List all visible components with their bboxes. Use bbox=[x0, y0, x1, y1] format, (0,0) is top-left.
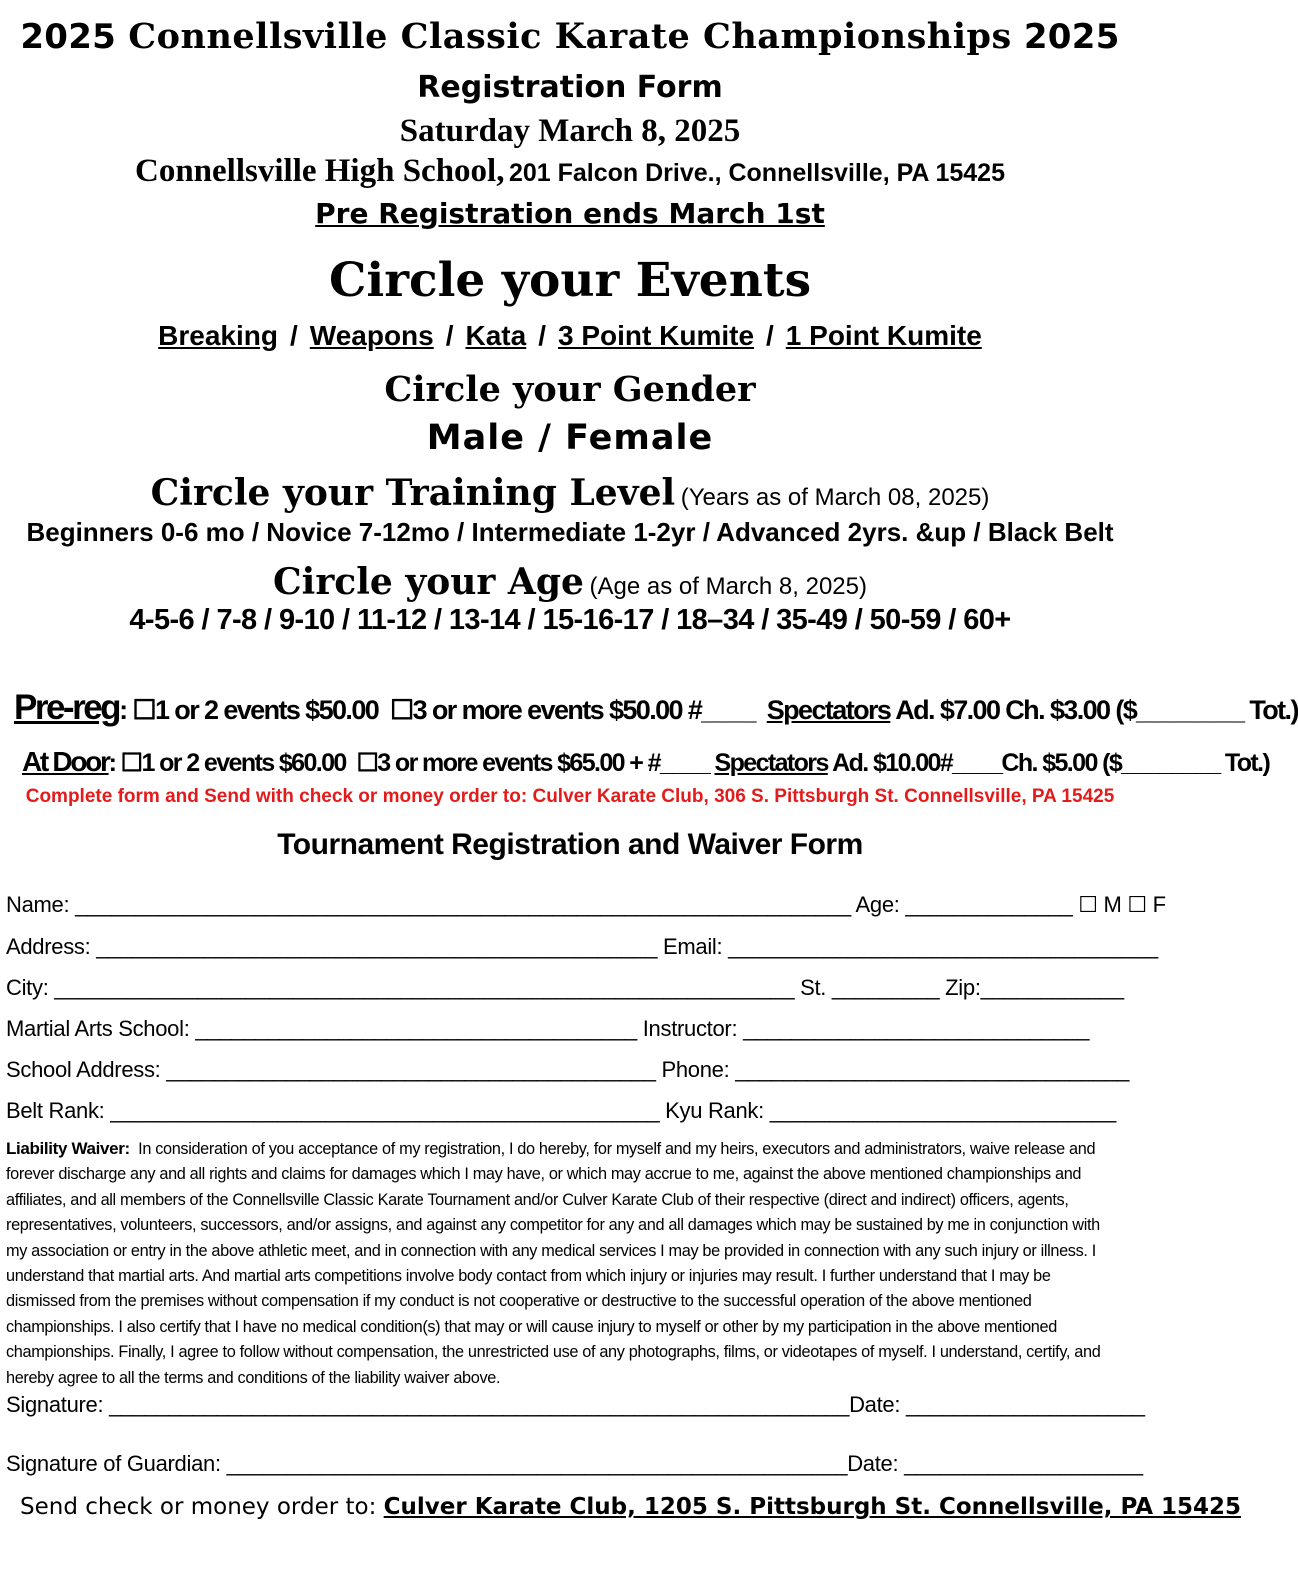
guardian-signature-row[interactable]: Signature of Guardian: ____________________________________________________Date: ____________________ bbox=[6, 1451, 1143, 1476]
title-text: Connellsville Classic Karate Championships bbox=[128, 16, 1012, 57]
at-door-spectator-prices[interactable]: Ad. $10.00#____Ch. $5.00 ($________ Tot.) bbox=[832, 749, 1270, 777]
prereg-spectators-label: Spectators bbox=[766, 695, 891, 725]
event-kata[interactable]: Kata bbox=[465, 320, 527, 351]
at-door-option-3-plus-events[interactable]: ☐3 or more events $65.00 + #____ bbox=[356, 749, 710, 777]
at-door-option-1-2-events[interactable]: ☐1 or 2 events $60.00 bbox=[120, 749, 346, 777]
belt-kyu-rank-row[interactable]: Belt Rank: ______________________________________________ Kyu Rank: _____________________________ bbox=[6, 1098, 1116, 1123]
venue-address: 201 Falcon Drive., Connellsville, PA 15425 bbox=[508, 159, 1005, 187]
training-heading bbox=[0, 472, 1140, 514]
gender-options[interactable]: Male / Female bbox=[426, 418, 714, 458]
school-address-phone-row[interactable]: School Address: _________________________________________ Phone: _________________________________ bbox=[6, 1057, 1130, 1082]
title-year-left: 2025 bbox=[20, 17, 117, 57]
prereg-fees bbox=[14, 688, 1298, 728]
training-levels[interactable]: Beginners 0-6 mo / Novice 7-12mo / Intermediate 1-2yr / Advanced 2yrs. &up / Black Belt bbox=[26, 517, 1114, 547]
event-separator: / bbox=[290, 320, 298, 351]
page-title bbox=[0, 16, 1140, 57]
gender-heading: Circle your Gender bbox=[384, 369, 756, 410]
city-state-zip-row[interactable]: City: ______________________________________________________________ St. _________ Zip:____________ bbox=[6, 975, 1124, 1000]
venue bbox=[0, 153, 1140, 190]
name-age-gender-row[interactable]: Name: _________________________________________________________________ Age: ______________ ☐ M ☐ F bbox=[6, 892, 1166, 917]
address-email-row[interactable]: Address: _______________________________________________ Email: ____________________________________ bbox=[6, 934, 1158, 959]
age-heading-text: Circle your Age bbox=[272, 561, 584, 603]
event-separator: / bbox=[538, 320, 546, 351]
school-instructor-row[interactable]: Martial Arts School: _____________________________________ Instructor: _____________________________ bbox=[6, 1016, 1090, 1041]
age-note: (Age as of March 8, 2025) bbox=[589, 573, 867, 600]
training-note: (Years as of March 08, 2025) bbox=[680, 484, 990, 511]
footer-address: Culver Karate Club, 1205 S. Pittsburgh St. Connellsville, PA 15425 bbox=[383, 1494, 1242, 1520]
prereg-option-1-2-events[interactable]: ☐1 or 2 events $50.00 bbox=[132, 695, 379, 725]
title-year-right: 2025 bbox=[1023, 17, 1120, 57]
at-door-label: At Door bbox=[22, 746, 109, 777]
waiver-text: In consideration of you acceptance of my registration, I do hereby, for myself and my heirs, executors and administrators, waive release and forever discharge any and all rights and claims for damages which I may have, or which may accrue to me, against the above mentioned championships and affiliates, and all members of the Connellsville Classic Karate Tournament and/or Culver Karate Club of their respective (direct and indirect) officers, agents, representatives, volunteers, successors, and/or assigns, and against any competitor for any and all damages which may be sustained by me in conjunction with my association or entry in the above athletic meet, and in connection with any medical services I may be provided in connection with any such injury or illness. I understand that martial arts. And martial arts competitions involve body contact from which injury or injuries may result. I further understand that I may be dismissed from the premises without compensation if my conduct is not cooperative or destructive to the successful operation of the above mentioned championships. I also certify that I have no medical condition(s) that may or will cause injury to myself or other by my participation in the above mentioned championships. Finally, I agree to follow without compensation, the unrestricted use of any photographs, films, or videotapes of myself. I understand, certify, and hereby agree to all the terms and conditions of the liability waiver above. bbox=[6, 1140, 1101, 1387]
events-options bbox=[0, 320, 1140, 352]
event-date: Saturday March 8, 2025 bbox=[399, 113, 741, 149]
event-1-point-kumite[interactable]: 1 Point Kumite bbox=[785, 320, 982, 351]
at-door-fees bbox=[22, 746, 1269, 778]
training-heading-text: Circle your Training Level bbox=[150, 472, 676, 514]
event-separator: / bbox=[445, 320, 454, 351]
registration-form-title: Tournament Registration and Waiver Form bbox=[277, 828, 863, 861]
event-separator: / bbox=[766, 320, 774, 351]
prereg-deadline: Pre Registration ends March 1st bbox=[315, 197, 825, 230]
prereg-option-3-plus-events[interactable]: ☐3 or more events $50.00 #____ bbox=[389, 695, 755, 725]
mail-instructions: Complete form and Send with check or money order to: Culver Karate Club, 306 S. Pittsburgh St. Connellsville, PA 15425 bbox=[25, 786, 1115, 807]
events-heading: Circle your Events bbox=[328, 253, 812, 308]
footer-prefix: Send check or money order to: bbox=[20, 1494, 384, 1520]
at-door-spectators-label: Spectators bbox=[714, 749, 828, 777]
age-groups[interactable]: 4-5-6 / 7-8 / 9-10 / 11-12 / 13-14 / 15-16-17 / 18–34 / 35-49 / 50-59 / 60+ bbox=[129, 604, 1011, 636]
footer-mailing bbox=[20, 1494, 1241, 1520]
event-breaking[interactable]: Breaking bbox=[158, 320, 278, 351]
waiver-label: Liability Waiver: bbox=[6, 1139, 130, 1158]
prereg-colon: : bbox=[119, 695, 127, 725]
event-3-point-kumite[interactable]: 3 Point Kumite bbox=[558, 320, 755, 351]
age-heading bbox=[0, 561, 1140, 603]
liability-waiver bbox=[6, 1136, 1118, 1391]
prereg-spectator-prices[interactable]: Ad. $7.00 Ch. $3.00 ($________ Tot.) bbox=[895, 695, 1298, 725]
prereg-label: Pre-reg bbox=[14, 688, 120, 727]
at-door-colon: : bbox=[108, 749, 116, 777]
signature-row[interactable]: Signature: ______________________________________________________________Date: ____________________ bbox=[6, 1392, 1145, 1417]
form-subtitle: Registration Form bbox=[417, 70, 723, 105]
venue-name: Connellsville High School, bbox=[135, 153, 505, 189]
event-weapons[interactable]: Weapons bbox=[309, 320, 434, 351]
